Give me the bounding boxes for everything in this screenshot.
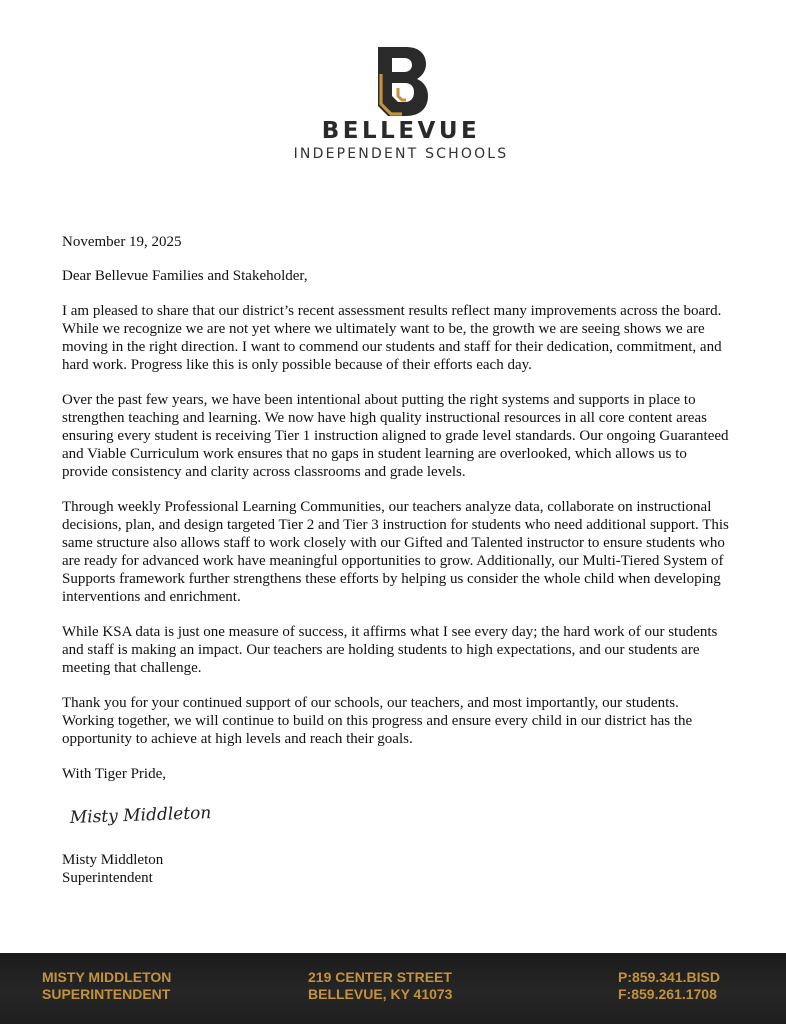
signer-name: Misty Middleton [62,852,164,868]
paragraph-3: Through weekly Professional Learning Communities, our teachers analyze data, collaborate on instructional decisions, plan, and design targeted Tier 2 and Tier 3 instruction for students who need additional support. This same structure also allows staff to work closely with our Gifted and Talented instructor to ensure students who are ready for advanced work have meaningful opportunities to grow. Additionally, our Multi-Tiered System of Supports framework further strengthens these efforts by helping us consider the whole child when developing interventions and enrichment. [62,499,729,605]
footer-name: MISTY MIDDLETON [42,969,172,985]
paragraph-4: While KSA data is just one measure of success, it affirms what I see every day; the hard work of our students and staff is making an impact. Our teachers are holding students to high expectations, and our students are meeting that challenge. [62,624,718,676]
school-subtitle: INDEPENDENT SCHOOLS [293,146,509,162]
letterhead [0,0,786,200]
paragraph-2: Over the past few years, we have been intentional about putting the right systems and supports in place to strengthen teaching and learning. We now have high quality instructional resources in all core content areas ensuring every student is receiving Tier 1 instruction aligned to grade level standards. Our ongoing Guaranteed and Viable Curriculum work ensures that no gaps in student learning are overlooked, which allows us to provide consistency and clarity across classrooms and grade levels. [62,392,729,480]
footer-phone-fax [618,969,720,1003]
school-name: BELLEVUE [321,118,481,144]
signer-block [62,851,730,887]
signature [66,797,216,837]
footer-city: BELLEVUE, KY 41073 [308,986,453,1002]
closing: With Tiger Pride, [62,766,166,782]
footer-address [308,969,452,1003]
bellevue-b-logo-icon [372,44,430,118]
signer-title: Superintendent [62,870,153,886]
footer-phone: P:859.341.BISD [618,969,720,985]
paragraph-5: Thank you for your continued support of our schools, our teachers, and most importantly, our students. Working together, we will continue to build on this progress and ensure every child in our district has the opportunity to achieve at high levels and reach their goals. [62,695,693,747]
footer-bar [0,953,786,1024]
footer-fax: F:859.261.1708 [618,986,717,1002]
letter-date: November 19, 2025 [62,234,182,250]
signature-script: Misty Middleton [69,803,212,828]
footer-street: 219 CENTER STREET [308,969,452,985]
footer-title: SUPERINTENDENT [42,986,171,1002]
salutation: Dear Bellevue Families and Stakeholder, [62,268,308,284]
letter-body [62,233,730,887]
footer-contact-person [42,969,171,1003]
paragraph-1: I am pleased to share that our district’s recent assessment results reflect many improvements across the board. While we recognize we are not yet where we ultimately want to be, the growth we are seeing shows we are moving in the right direction. I want to commend our students and staff for their dedication, commitment, and hard work. Progress like this is only possible because of their efforts each day. [62,303,722,373]
